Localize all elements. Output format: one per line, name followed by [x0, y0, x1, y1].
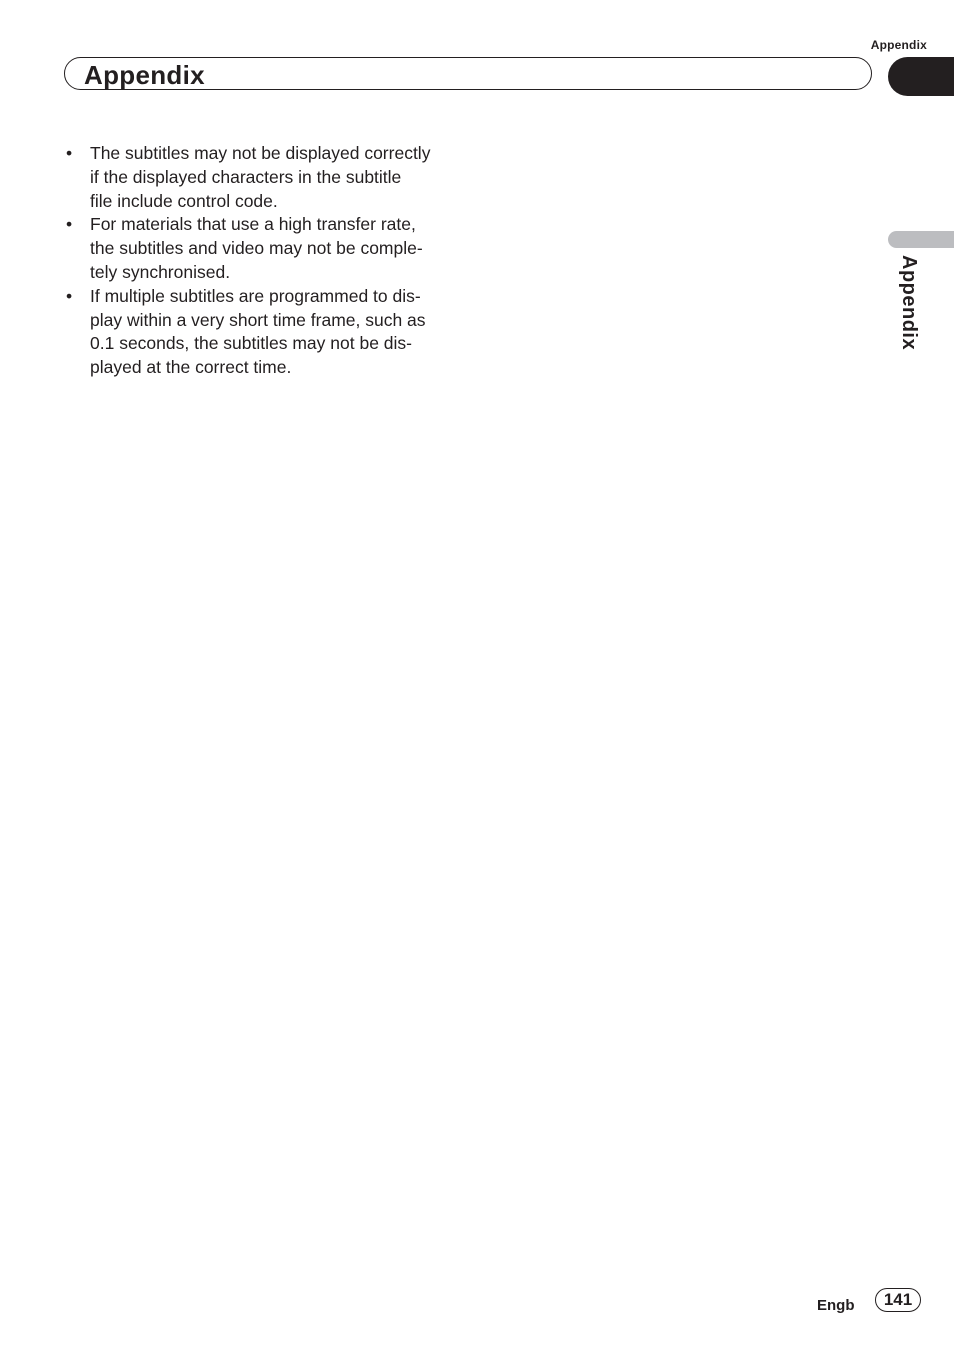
bullet-icon: •	[66, 285, 73, 306]
list-item	[64, 213, 464, 284]
list-item-text: For materials that use a high transfer rate, the subtitles and video may not be comple- tely synchronised.	[90, 214, 423, 282]
section-tab-marker	[888, 57, 954, 96]
page-number: 141	[875, 1288, 921, 1312]
list-item-text: The subtitles may not be displayed correctly if the displayed characters in the subtitle file include control code.	[90, 143, 431, 211]
section-title: Appendix	[84, 60, 205, 90]
bullet-icon: •	[66, 214, 73, 235]
section-title-bar	[64, 57, 872, 90]
side-index-label: Appendix	[898, 255, 920, 351]
list-item	[64, 142, 464, 213]
note-list	[64, 142, 464, 380]
running-header: Appendix	[870, 38, 927, 52]
bullet-icon: •	[66, 143, 73, 163]
list-item-text: If multiple subtitles are programmed to dis- play within a very short time frame, such as 0.1 seconds, the subtitles may not be dis- played at the correct time.	[90, 285, 426, 378]
footer-language: Engb	[817, 1297, 855, 1314]
list-item	[64, 285, 464, 380]
side-index-tab	[888, 231, 954, 248]
